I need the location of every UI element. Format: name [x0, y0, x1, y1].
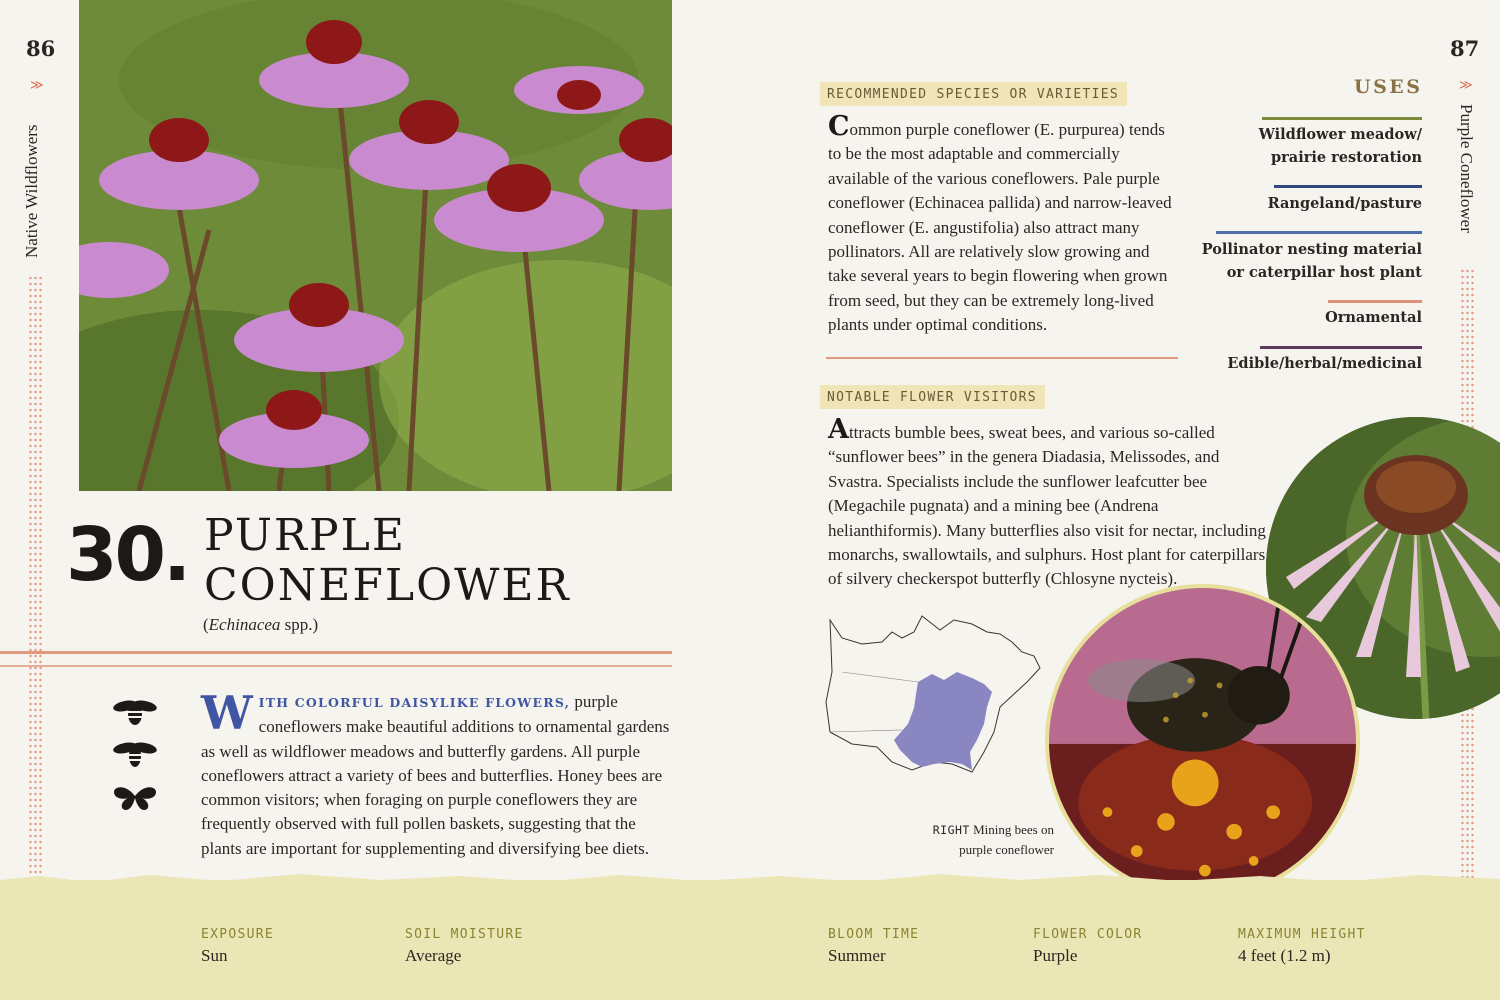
title-line-2: CONEFLOWER	[204, 560, 571, 611]
recommended-species-label: RECOMMENDED SPECIES OR VARIETIES	[820, 82, 1127, 106]
use-meadow: Wildflower meadow/ prairie restoration	[1258, 126, 1422, 166]
intro-paragraph	[201, 686, 679, 861]
stat-bloom-time: BLOOM TIME Summer	[828, 927, 920, 965]
stat-flower-color: FLOWER COLOR Purple	[1033, 927, 1143, 965]
stat-exposure: EXPOSURE Sun	[201, 927, 275, 965]
range-map	[822, 612, 1052, 782]
chevron-icon: ≫	[30, 78, 44, 93]
chevron-icon: ≫	[1459, 78, 1473, 93]
use-bar-nesting	[1216, 231, 1422, 234]
entry-number: 30.	[66, 512, 189, 598]
mining-bee-photo	[1045, 584, 1360, 899]
scientific-name: (Echinacea spp.)	[203, 615, 319, 634]
dropcap: W	[201, 686, 253, 740]
use-bar-edible	[1260, 346, 1422, 349]
uses-heading: USES	[1354, 76, 1423, 98]
use-nesting: Pollinator nesting material or caterpillar host plant	[1201, 241, 1422, 281]
stat-soil-moisture: SOIL MOISTURE Average	[405, 927, 524, 965]
coneflower-photo	[79, 0, 672, 491]
intro-lead: ITH COLORFUL DAISYLIKE FLOWERS,	[258, 695, 571, 710]
use-rangeland: Rangeland/pasture	[1267, 195, 1422, 212]
notable-visitors-label: NOTABLE FLOWER VISITORS	[820, 385, 1045, 409]
use-ornamental: Ornamental	[1325, 309, 1422, 326]
dropcap: C	[828, 111, 850, 142]
stat-maximum-height: MAXIMUM HEIGHT 4 feet (1.2 m)	[1238, 927, 1366, 965]
bee-icon	[112, 697, 158, 727]
running-head-left: Native Wildflowers	[22, 124, 41, 258]
notable-visitors-paragraph: Attracts bumble bees, sweat bees, and various so-called “sunflower bees” in the genera Diadasia, Melissodes, and Svastra. Specialists include the sunflower leafcutter bee (Megachile pugnata) and a mining bee (Andrena helianthiformis). Many butterflies also visit for nectar, including monarchs, swallowtails, and sulphurs. Host plant for caterpillars of silvery checkerspot butterfly (Chlosyne nycteis).	[828, 414, 1266, 589]
page-number-right: 87	[1450, 36, 1480, 61]
running-head-right: Purple Coneflower	[1457, 104, 1476, 233]
page-number-left: 86	[26, 36, 56, 61]
title-line-1: PURPLE	[204, 510, 406, 561]
butterfly-icon	[112, 782, 158, 812]
use-edible: Edible/herbal/medicinal	[1227, 355, 1422, 372]
genus: Echinacea	[208, 615, 281, 634]
divider-rule	[0, 651, 672, 654]
intro-text: purple coneflowers make beautiful additions to ornamental gardens as well as wildflower meadows and butterfly gardens. All purple coneflowers attract a variety of bees and butterflies. Honey bees are common visitors; when foraging on purple coneflowers they are frequently observed with full pollen baskets, suggesting that the plants are important for supplementing and diversifying bee diets.	[201, 692, 670, 858]
use-bar-ornamental	[1328, 300, 1422, 303]
section-rule	[826, 357, 1178, 359]
use-bar-rangeland	[1274, 185, 1422, 188]
divider-rule	[0, 665, 672, 667]
photo-caption	[900, 820, 1054, 859]
bee-icon	[112, 739, 158, 769]
dropcap: A	[828, 414, 849, 445]
caption-lead: RIGHT	[932, 823, 970, 837]
caption-text: Mining bees on purple coneflower	[959, 822, 1054, 857]
use-bar-meadow	[1262, 117, 1422, 120]
recommended-species-paragraph: Common purple coneflower (E. purpurea) tends to be the most adaptable and commercially available of the various coneflowers. Pale purple coneflower (Echinacea pallida) and narrow-leaved coneflower (E. angustifolia) also attract many pollinators. All are relatively slow growing and take several years to begin flowering when grown from seed, but they can be extremely long-lived plants under optimal conditions.	[828, 111, 1172, 335]
